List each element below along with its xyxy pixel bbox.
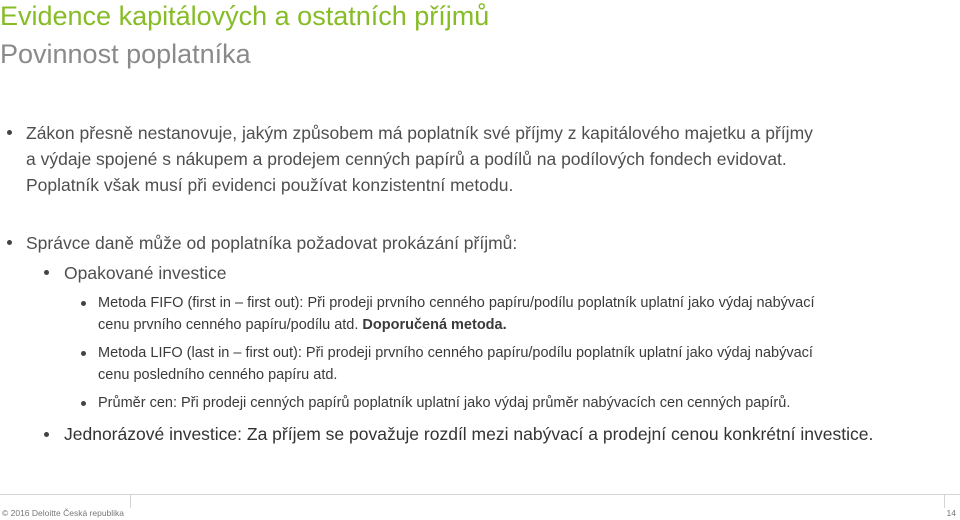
bullet-dot (81, 351, 86, 356)
bullet-line: Zákon přesně nestanovuje, jakým způsobem má poplatník své příjmy z kapitálového majetku a příjmy (26, 123, 813, 143)
footer-copyright: © 2016 Deloitte Česká republika (2, 508, 125, 518)
slide-title: Evidence kapitálových a ostatních příjmů (0, 1, 490, 31)
bullet-line (98, 314, 815, 336)
bullet-law-statement (26, 120, 813, 198)
page-number: 14 (946, 508, 956, 518)
bullet-average-price: Průměr cen: Při prodeji cenných papírů poplatník uplatní jako výdaj průměr nabývacích cen cenných papírů. (98, 395, 791, 411)
footer-divider-tick (944, 494, 945, 508)
bullet-dot (81, 301, 86, 306)
bullet-dot (44, 432, 49, 437)
bullet-line: a výdaje spojené s nákupem a prodejem cenných papírů a podílů na podílových fondech evidovat. (26, 149, 787, 169)
bullet-fifo (98, 292, 815, 336)
footer-divider-tick (130, 494, 131, 508)
recommended-method: Doporučená metoda. (362, 317, 507, 333)
bullet-line: cenu posledního cenného papíru atd. (98, 367, 338, 383)
bullet-dot (7, 240, 12, 245)
bullet-repeated-investments: Opakované investice (64, 263, 227, 283)
bullet-line: Metoda FIFO (first in – first out): Při prodeji prvního cenného papíru/podílu poplatník uplatní jako výdaj nabývací (98, 295, 815, 311)
bullet-tax-authority: Správce daně může od poplatníka požadovat prokázání příjmů: (26, 233, 518, 253)
footer-divider (0, 494, 960, 495)
bullet-one-time-investments: Jednorázové investice: Za příjem se považuje rozdíl mezi nabývací a prodejní cenou konkrétní investice. (64, 424, 874, 444)
bullet-dot (81, 401, 86, 406)
slide-subtitle: Povinnost poplatníka (0, 39, 251, 69)
fifo-text: cenu prvního cenného papíru/podílu atd. (98, 317, 363, 333)
bullet-lifo (98, 342, 813, 386)
bullet-dot (44, 270, 49, 275)
bullet-line: Metoda LIFO (last in – first out): Při prodeji prvního cenného papíru/podílu poplatník uplatní jako výdaj nabývací (98, 345, 813, 361)
bullet-dot (7, 130, 12, 135)
bullet-line: Poplatník však musí při evidenci používat konzistentní metodu. (26, 175, 514, 195)
